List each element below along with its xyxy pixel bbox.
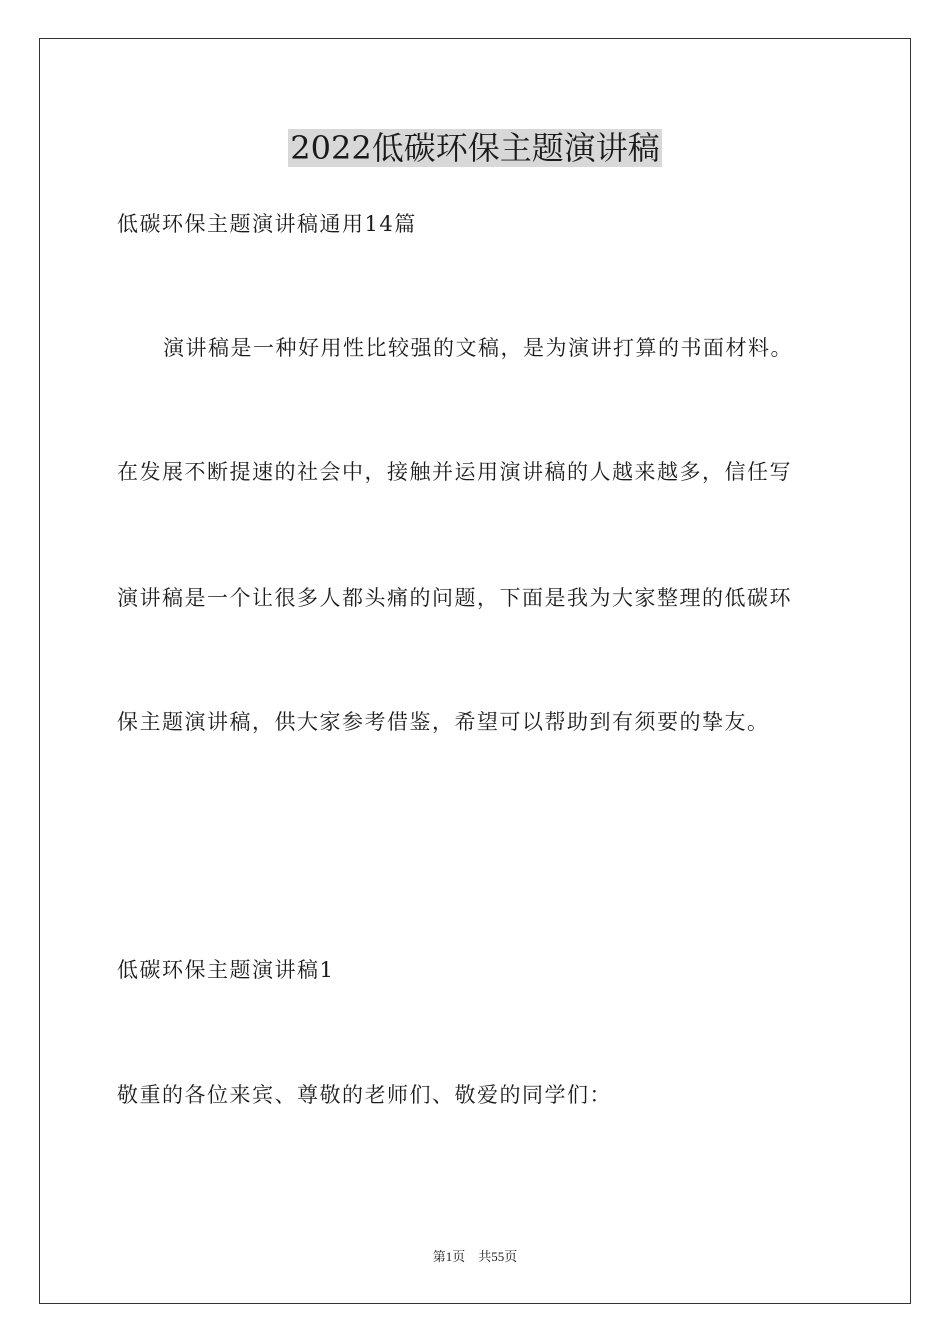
page-footer: 第1页 共55页: [432, 1249, 518, 1264]
document-subtitle: 低碳环保主题演讲稿通用14篇: [117, 212, 417, 236]
intro-line-2: 在发展不断提速的社会中，接触并运用演讲稿的人越来越多，信任写: [117, 460, 792, 484]
document-title: [0, 128, 950, 168]
document-title-text: 2022低碳环保主题演讲稿: [290, 129, 660, 167]
intro-line-1: 演讲稿是一种好用性比较强的文稿，是为演讲打算的书面材料。: [163, 336, 793, 360]
salutation: 敬重的各位来宾、尊敬的老师们、敬爱的同学们：: [117, 1083, 612, 1107]
section-heading: 低碳环保主题演讲稿1: [117, 958, 335, 982]
intro-line-4: 保主题演讲稿，供大家参考借鉴，希望可以帮助到有须要的挚友。: [117, 710, 770, 734]
intro-line-3: 演讲稿是一个让很多人都头痛的问题，下面是我为大家整理的低碳环: [117, 586, 792, 610]
